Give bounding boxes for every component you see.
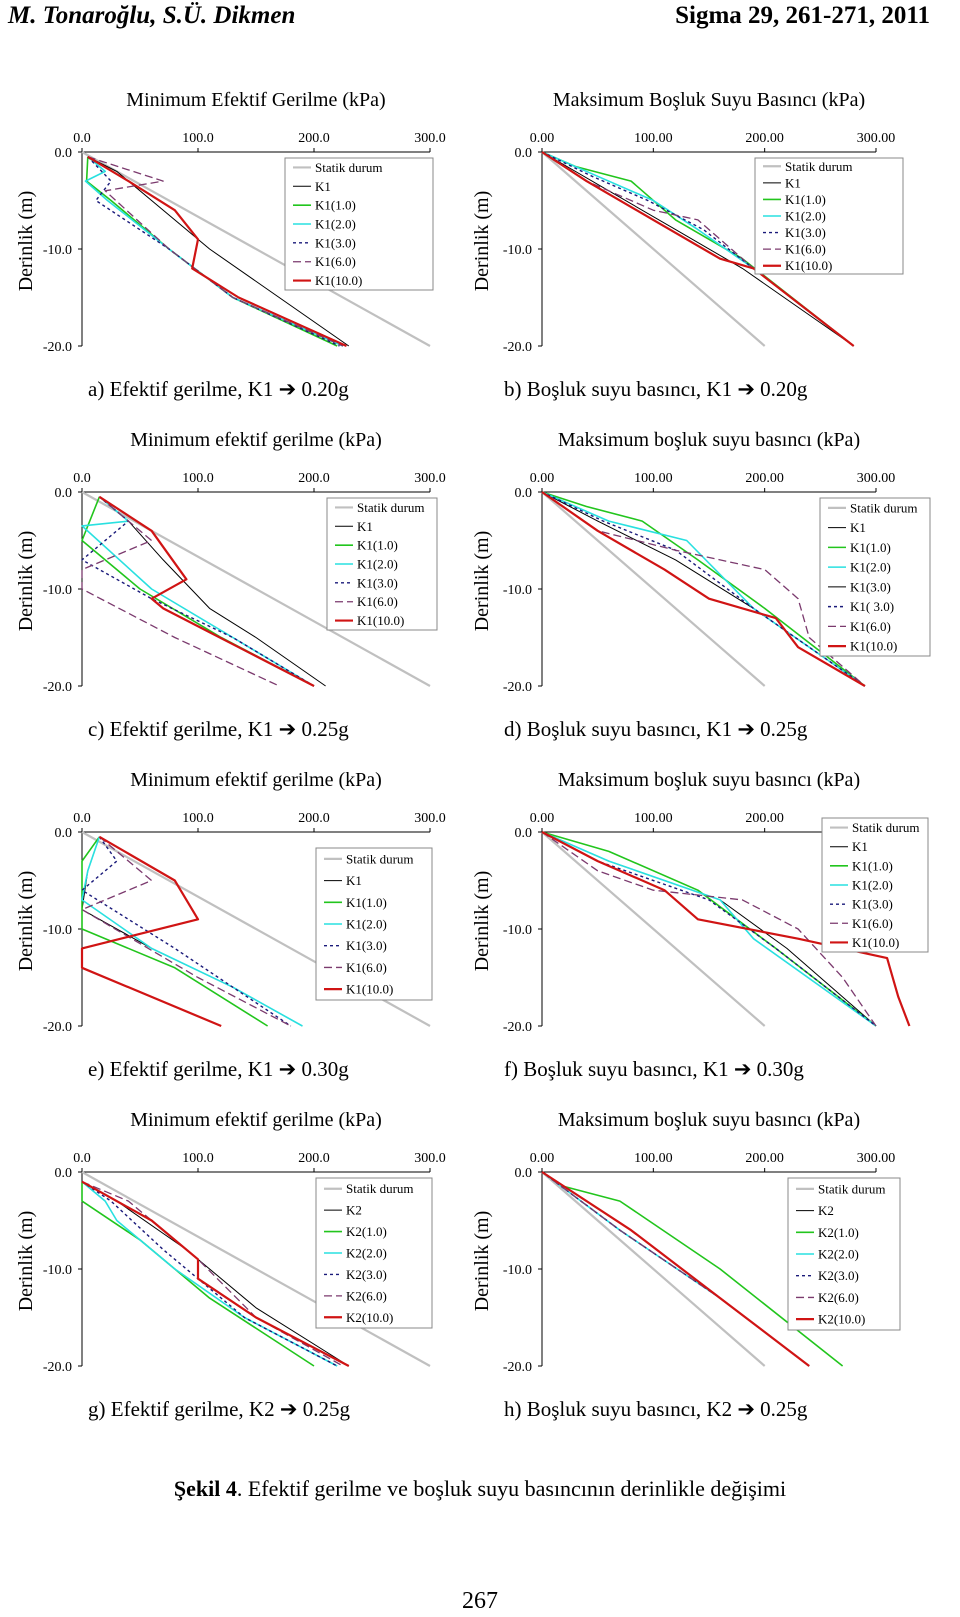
legend-label: K1(6.0): [315, 254, 356, 270]
legend-label: K1(3.0): [850, 579, 891, 595]
y-tick-label: -10.0: [502, 583, 532, 598]
legend-label: K1(3.0): [357, 575, 398, 591]
y-tick-label: -10.0: [42, 243, 72, 258]
legend-label: K1(2.0): [315, 216, 356, 232]
legend-label: K1(3.0): [346, 938, 387, 954]
series-statik-durum: [542, 152, 765, 346]
chart-title: Minimum Efektif Gerilme (kPa): [126, 89, 386, 111]
caption-label: Şekil 4: [173, 1476, 237, 1501]
legend-label: K1: [346, 873, 362, 889]
chart-title: Maksimum Boşluk Suyu Basıncı (kPa): [552, 89, 866, 111]
chart-title: Maksimum boşluk suyu basıncı (kPa): [557, 1109, 861, 1131]
y-tick-label: 0.0: [54, 146, 72, 161]
y-axis-label: Derinlik (m): [471, 1210, 493, 1312]
legend-label: K1(3.0): [785, 225, 826, 241]
legend-label: K1: [357, 518, 373, 534]
legend: [316, 848, 432, 1000]
x-tick-label: 300.0: [414, 1151, 446, 1166]
legend-label: K1(6.0): [346, 959, 387, 975]
legend-label: K1(2.0): [357, 556, 398, 572]
series-k1-1-0-: [82, 497, 314, 686]
x-tick-label: 300.00: [856, 131, 896, 146]
y-tick-label: -20.0: [502, 340, 532, 355]
legend-label: K2(6.0): [818, 1289, 859, 1305]
legend-label: Statik durum: [785, 158, 853, 174]
legend-label: K2(1.0): [818, 1224, 859, 1240]
legend-label: K2(3.0): [818, 1268, 859, 1284]
legend-label: K1(1.0): [850, 539, 891, 555]
chart-title: Minimum efektif gerilme (kPa): [130, 429, 382, 451]
y-tick-label: 0.0: [514, 826, 532, 841]
legend-label: K2(6.0): [346, 1288, 387, 1304]
legend-label: K1(3.0): [315, 235, 356, 251]
legend-label: K1: [850, 520, 866, 536]
series-k2: [82, 1182, 349, 1366]
legend-label: K1(6.0): [357, 594, 398, 610]
y-tick-label: -10.0: [42, 923, 72, 938]
panel-subcaption: g) Efektif gerilme, K2 ➔ 0.25g: [88, 1397, 350, 1421]
x-tick-label: 100.00: [634, 811, 673, 826]
header-journal: Sigma 29, 261-271, 2011: [675, 2, 930, 29]
panel-subcaption: d) Boşluk suyu basıncı, K1 ➔ 0.25g: [504, 717, 808, 741]
x-tick-label: 300.00: [856, 471, 896, 486]
series-statik-durum: [542, 832, 765, 1026]
legend-label: Statik durum: [850, 500, 918, 516]
legend-label: K2(3.0): [346, 1266, 387, 1282]
legend-label: K1(2.0): [850, 559, 891, 575]
y-tick-label: 0.0: [514, 146, 532, 161]
series-k2-3-0-: [82, 1182, 337, 1366]
x-tick-label: 200.00: [745, 471, 784, 486]
series-k1-2-0-: [82, 837, 302, 1026]
chart-title: Minimum efektif gerilme (kPa): [130, 1109, 382, 1131]
chart-title: Maksimum boşluk suyu basıncı (kPa): [557, 429, 861, 451]
legend: [788, 1178, 900, 1330]
legend: [820, 498, 930, 656]
panel-subcaption: a) Efektif gerilme, K1 ➔ 0.20g: [88, 377, 349, 401]
legend: [316, 1178, 432, 1328]
x-tick-label: 100.0: [182, 131, 214, 146]
series-k1-10-0-: [542, 492, 865, 686]
legend-label: K1(10.0): [346, 981, 394, 997]
legend-label: K1(6.0): [852, 915, 893, 931]
y-axis-label: Derinlik (m): [471, 870, 493, 972]
x-tick-label: 300.0: [414, 811, 446, 826]
y-axis-label: Derinlik (m): [15, 190, 37, 292]
page-number: 267: [462, 1588, 498, 1614]
legend-label: K1(2.0): [852, 877, 893, 893]
y-tick-label: 0.0: [54, 1166, 72, 1181]
y-axis-label: Derinlik (m): [15, 1210, 37, 1312]
x-tick-label: 200.0: [298, 131, 330, 146]
y-axis-label: Derinlik (m): [15, 530, 37, 632]
y-axis-label: Derinlik (m): [471, 530, 493, 632]
legend-label: Statik durum: [346, 851, 414, 867]
panel-subcaption: e) Efektif gerilme, K1 ➔ 0.30g: [88, 1057, 349, 1081]
legend: [285, 158, 433, 290]
legend-label: K1(10.0): [850, 638, 898, 654]
figure-caption: [0, 1476, 960, 1502]
x-tick-label: 200.00: [745, 1151, 784, 1166]
x-tick-label: 200.00: [745, 131, 784, 146]
chart-title: Maksimum boşluk suyu basıncı (kPa): [557, 769, 861, 791]
y-tick-label: 0.0: [514, 486, 532, 501]
x-tick-label: 0.00: [529, 131, 555, 146]
y-tick-label: -10.0: [502, 243, 532, 258]
legend-label: Statik durum: [346, 1181, 414, 1197]
legend-label: K1(6.0): [785, 241, 826, 257]
legend-label: K1(1.0): [346, 894, 387, 910]
y-axis-label: Derinlik (m): [471, 190, 493, 292]
y-tick-label: -20.0: [502, 1360, 532, 1375]
legend: [755, 158, 903, 274]
y-tick-label: -10.0: [502, 1263, 532, 1278]
y-tick-label: -20.0: [42, 680, 72, 695]
series-k1: [82, 837, 302, 1026]
x-tick-label: 100.00: [634, 1151, 673, 1166]
series-k1-10-0-: [82, 837, 221, 1026]
series-k1-3-0-: [82, 497, 314, 686]
legend: [822, 818, 928, 952]
legend-label: K1(2.0): [785, 208, 826, 224]
x-tick-label: 100.00: [634, 471, 673, 486]
legend-label: K2(2.0): [346, 1245, 387, 1261]
legend-label: K1: [785, 175, 801, 191]
series-statik-durum: [542, 492, 765, 686]
y-tick-label: -10.0: [42, 583, 72, 598]
x-tick-label: 0.00: [529, 811, 555, 826]
y-axis-label: Derinlik (m): [15, 870, 37, 972]
legend-label: K2: [818, 1203, 834, 1219]
x-tick-label: 0.0: [73, 811, 91, 826]
series-k1: [99, 497, 325, 686]
legend-label: K1(10.0): [357, 613, 405, 629]
series-k2-3-0-: [542, 1172, 809, 1366]
x-tick-label: 200.0: [298, 1151, 330, 1166]
legend-label: K1(10.0): [852, 934, 900, 950]
y-tick-label: -20.0: [42, 340, 72, 355]
x-tick-label: 100.0: [182, 1151, 214, 1166]
legend-label: K1(10.0): [785, 258, 833, 274]
legend-label: K1(10.0): [315, 273, 363, 289]
x-tick-label: 0.0: [73, 1151, 91, 1166]
y-tick-label: 0.0: [54, 486, 72, 501]
legend-label: Statik durum: [315, 159, 383, 175]
x-tick-label: 200.00: [745, 811, 784, 826]
series-k2-2-0-: [82, 1182, 337, 1366]
chart-f: [470, 768, 940, 1086]
legend-label: K1(3.0): [852, 896, 893, 912]
legend: [327, 498, 437, 630]
legend-label: K1(1.0): [357, 537, 398, 553]
chart-a: [0, 88, 470, 406]
series-k1-1-0-: [82, 837, 268, 1026]
y-tick-label: 0.0: [514, 1166, 532, 1181]
legend-label: K2: [346, 1202, 362, 1218]
legend-label: K1(1.0): [315, 197, 356, 213]
series-k1-6-0-: [82, 497, 279, 686]
y-tick-label: 0.0: [54, 826, 72, 841]
chart-g: [0, 1108, 470, 1426]
legend-label: K1(1.0): [852, 858, 893, 874]
series-statik-durum: [542, 1172, 765, 1366]
chart-b: [470, 88, 940, 406]
x-tick-label: 300.0: [414, 131, 446, 146]
chart-c: [0, 428, 470, 746]
y-tick-label: -10.0: [502, 923, 532, 938]
chart-title: Minimum efektif gerilme (kPa): [130, 769, 382, 791]
x-tick-label: 100.0: [182, 811, 214, 826]
legend-label: K1(2.0): [346, 916, 387, 932]
header-authors: M. Tonaroğlu, S.Ü. Dikmen: [8, 2, 296, 29]
legend-label: Statik durum: [852, 820, 920, 836]
panel-subcaption: c) Efektif gerilme, K1 ➔ 0.25g: [88, 717, 349, 741]
y-tick-label: -20.0: [42, 1020, 72, 1035]
x-tick-label: 300.0: [414, 471, 446, 486]
x-tick-label: 0.00: [529, 471, 555, 486]
y-tick-label: -10.0: [42, 1263, 72, 1278]
legend-label: K2(1.0): [346, 1224, 387, 1240]
panel-subcaption: f) Boşluk suyu basıncı, K1 ➔ 0.30g: [504, 1057, 804, 1081]
chart-h: [470, 1108, 940, 1426]
chart-e: [0, 768, 470, 1086]
panel-subcaption: h) Boşluk suyu basıncı, K2 ➔ 0.25g: [504, 1397, 808, 1421]
legend-label: K1: [852, 839, 868, 855]
legend-label: K1(6.0): [850, 618, 891, 634]
x-tick-label: 100.00: [634, 131, 673, 146]
legend-label: Statik durum: [357, 499, 425, 515]
x-tick-label: 200.0: [298, 471, 330, 486]
series-k1-2-0-: [82, 497, 314, 686]
legend-label: K1: [315, 178, 331, 194]
x-tick-label: 100.0: [182, 471, 214, 486]
chart-d: [470, 428, 940, 746]
y-tick-label: -20.0: [42, 1360, 72, 1375]
legend-label: K2(10.0): [818, 1311, 866, 1327]
y-tick-label: -20.0: [502, 680, 532, 695]
x-tick-label: 300.00: [856, 1151, 896, 1166]
x-tick-label: 0.0: [73, 471, 91, 486]
legend-label: K1( 3.0): [850, 599, 895, 615]
legend-label: K2(10.0): [346, 1309, 394, 1325]
y-tick-label: -20.0: [502, 1020, 532, 1035]
legend-label: K1(1.0): [785, 191, 826, 207]
x-tick-label: 200.0: [298, 811, 330, 826]
x-tick-label: 0.00: [529, 1151, 555, 1166]
caption-text: . Efektif gerilme ve boşluk suyu basıncının derinlikle değişimi: [236, 1476, 787, 1501]
panel-subcaption: b) Boşluk suyu basıncı, K1 ➔ 0.20g: [504, 377, 808, 401]
legend-label: Statik durum: [818, 1181, 886, 1197]
legend-label: K2(2.0): [818, 1246, 859, 1262]
x-tick-label: 0.0: [73, 131, 91, 146]
